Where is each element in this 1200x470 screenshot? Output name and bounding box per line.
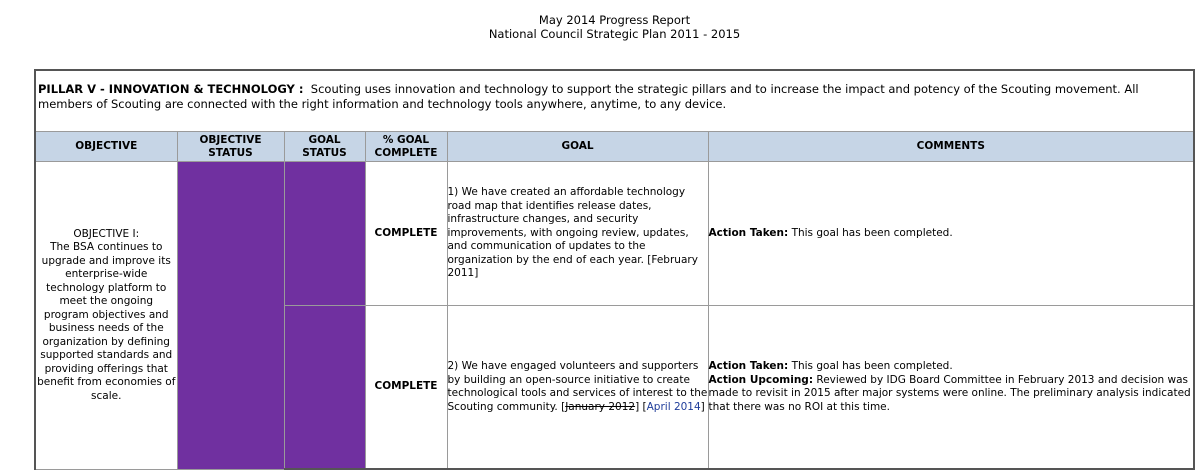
pct-complete-cell: COMPLETE (365, 306, 447, 470)
pillar-description: Scouting uses innovation and technology to support the strategic pillars and to increase the impact and potency of the Scouting movement. All members of Scouting are connected with the right information and technology tools anywhere, anytime, to any device. (38, 82, 1139, 111)
action-taken-label: Action Taken: (708, 226, 789, 239)
goal-text-end: ] (700, 400, 705, 413)
table-header-row (35, 132, 1194, 162)
action-taken-text: This goal has been completed. (791, 360, 953, 372)
goal-status-cell (284, 162, 365, 306)
action-taken-label: Action Taken: (708, 360, 789, 372)
goal-cell: 1) We have created an affordable technology road map that identifies release dates, infrastructure changes, and security improvements, with ongoing review, updates, and communication of updates to the organization by the end of each year. [February 2011] (447, 162, 708, 306)
goal-text-bracket: ] [ (635, 400, 647, 413)
pillar-banner (35, 70, 1194, 132)
pillar-row (35, 70, 1194, 132)
goal-cell (447, 306, 708, 470)
comment-cell (708, 162, 1194, 306)
table-row (35, 162, 1194, 306)
pct-complete-cell: COMPLETE (365, 162, 447, 306)
col-header-objective: OBJECTIVE (35, 132, 177, 162)
revised-date: April 2014 (646, 400, 701, 413)
report-title (0, 13, 1200, 41)
col-header-goal: GOAL (447, 132, 708, 162)
goal-status-cell (284, 306, 365, 470)
action-taken-text: This goal has been completed. (791, 226, 953, 239)
action-upcoming-text: Reviewed by IDG Board Committee in February 2013 and decision was made to revisit in 2015 after major systems were online. The preliminary analysis indicated that there was no ROI at this time. (708, 373, 1191, 413)
report-title-line2: National Council Strategic Plan 2011 - 2015 (488, 27, 741, 41)
col-header-goal-status: GOAL STATUS (284, 132, 365, 162)
report-title-line1: May 2014 Progress Report (538, 13, 691, 27)
objective-text: The BSA continues to upgrade and improve its enterprise-wide technology platform to meet the ongoing program objectives and business needs of the organization by defining supported standards and providing offerings that benefit from economies of scale. (37, 241, 176, 402)
action-upcoming-label: Action Upcoming: (708, 373, 814, 386)
strategic-plan-table (34, 69, 1195, 470)
struck-date: January 2012 (565, 400, 636, 413)
objective-heading: OBJECTIVE I: (73, 227, 140, 240)
col-header-pct-goal-complete: % GOAL COMPLETE (365, 132, 447, 162)
objective-cell (35, 162, 177, 470)
pillar-label: PILLAR V - INNOVATION & TECHNOLOGY : (38, 82, 304, 96)
col-header-comments: COMMENTS (708, 132, 1194, 162)
col-header-objective-status: OBJECTIVE STATUS (177, 132, 284, 162)
comment-cell (708, 306, 1194, 470)
objective-status-cell (177, 162, 284, 470)
goal-text: 2) We have engaged volunteers and supporters by building an open-source initiative to create technological tools and services of interest to the Scouting community. [ (447, 360, 708, 413)
